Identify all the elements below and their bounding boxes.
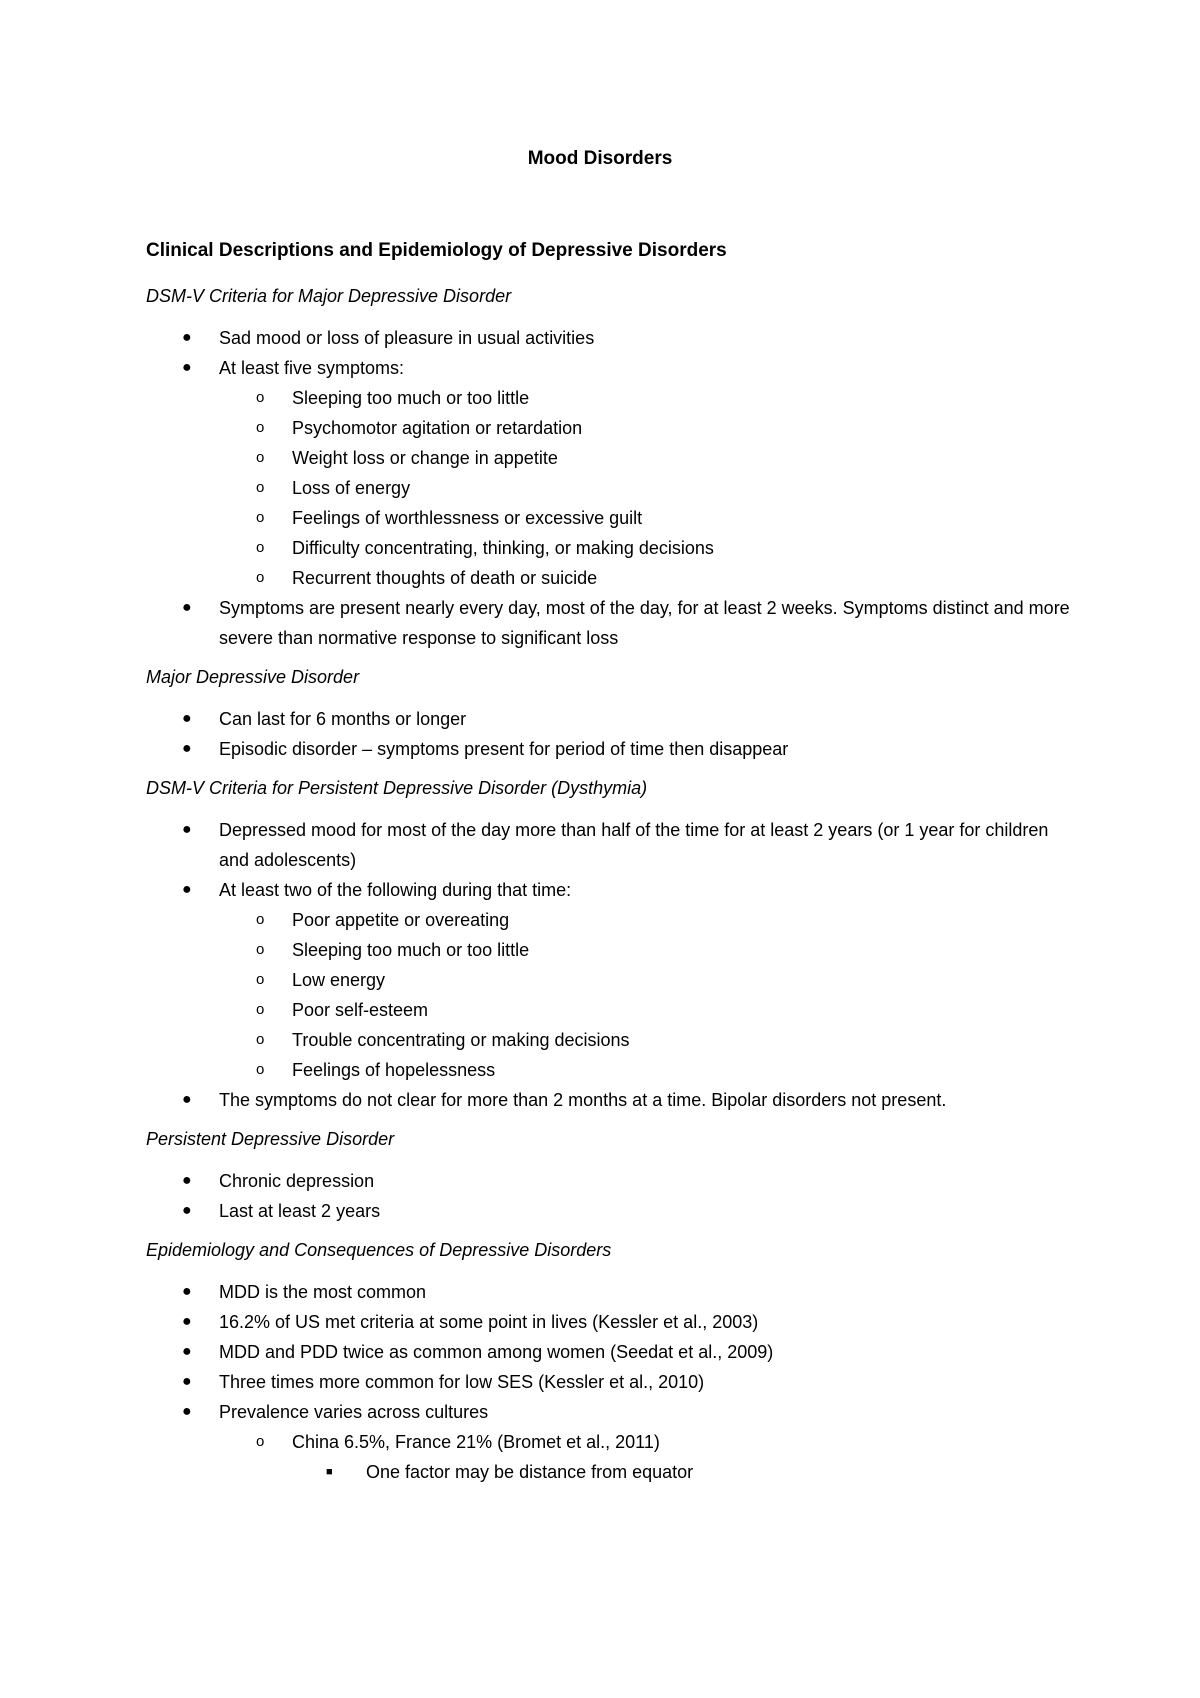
list-item: ● At least two of the following during that time: bbox=[146, 875, 1076, 905]
main-heading: Clinical Descriptions and Epidemiology of Depressive Disorders bbox=[146, 240, 727, 261]
bullet-icon: ● bbox=[182, 1172, 192, 1189]
circle-bullet-icon: o bbox=[256, 941, 265, 958]
bullet-icon: ● bbox=[182, 1403, 192, 1420]
bullet-list bbox=[146, 815, 1076, 1115]
bullet-list bbox=[146, 704, 1076, 764]
bullet-icon: ● bbox=[182, 1343, 192, 1360]
circle-bullet-icon: o bbox=[256, 971, 265, 988]
bullet-icon: ● bbox=[182, 329, 192, 346]
sub-list-item: o Sleeping too much or too little bbox=[146, 935, 1076, 965]
list-item: ● Depressed mood for most of the day more than half of the time for at least 2 years (or 1 year for children and adolescents) bbox=[146, 815, 1076, 875]
section-title: Persistent Depressive Disorder bbox=[146, 1129, 395, 1149]
bullet-icon: ● bbox=[182, 1283, 192, 1300]
circle-bullet-icon: o bbox=[256, 449, 265, 466]
circle-bullet-icon: o bbox=[256, 509, 265, 526]
sub-list-item: o Poor appetite or overeating bbox=[146, 905, 1076, 935]
sub-list-item: o Weight loss or change in appetite bbox=[146, 443, 1076, 473]
list-item: ● Episodic disorder – symptoms present for period of time then disappear bbox=[146, 734, 1076, 764]
square-bullet-icon: ■ bbox=[326, 1466, 333, 1478]
section-title: Major Depressive Disorder bbox=[146, 667, 360, 687]
bullet-icon: ● bbox=[182, 821, 192, 838]
section-title: DSM-V Criteria for Persistent Depressive Disorder (Dysthymia) bbox=[146, 778, 648, 798]
circle-bullet-icon: o bbox=[256, 419, 265, 436]
list-item: ● Chronic depression bbox=[146, 1166, 1076, 1196]
circle-bullet-icon: o bbox=[256, 1433, 265, 1450]
bullet-list bbox=[146, 1166, 1076, 1226]
section-title: Epidemiology and Consequences of Depressive Disorders bbox=[146, 1240, 612, 1260]
list-item: ● Three times more common for low SES (Kessler et al., 2010) bbox=[146, 1367, 1076, 1397]
list-item: ● Can last for 6 months or longer bbox=[146, 704, 1076, 734]
circle-bullet-icon: o bbox=[256, 1001, 265, 1018]
sub-list-item: o Feelings of worthlessness or excessive guilt bbox=[146, 503, 1076, 533]
list-item: ● Last at least 2 years bbox=[146, 1196, 1076, 1226]
circle-bullet-icon: o bbox=[256, 539, 265, 556]
list-item: ● Prevalence varies across cultures bbox=[146, 1397, 1076, 1427]
circle-bullet-icon: o bbox=[256, 479, 265, 496]
list-item: ● Sad mood or loss of pleasure in usual activities bbox=[146, 323, 1076, 353]
section-title: DSM-V Criteria for Major Depressive Disorder bbox=[146, 286, 512, 306]
sub-list-item: o Poor self-esteem bbox=[146, 995, 1076, 1025]
bullet-icon: ● bbox=[182, 1202, 192, 1219]
sub-list-item: o Sleeping too much or too little bbox=[146, 383, 1076, 413]
bullet-icon: ● bbox=[182, 1091, 192, 1108]
circle-bullet-icon: o bbox=[256, 1031, 265, 1048]
bullet-icon: ● bbox=[182, 1373, 192, 1390]
list-item: ● 16.2% of US met criteria at some point in lives (Kessler et al., 2003) bbox=[146, 1307, 1076, 1337]
bullet-list bbox=[146, 323, 1076, 653]
bullet-icon: ● bbox=[182, 740, 192, 757]
bullet-icon: ● bbox=[182, 710, 192, 727]
sub-list-item: o Difficulty concentrating, thinking, or making decisions bbox=[146, 533, 1076, 563]
bullet-icon: ● bbox=[182, 359, 192, 376]
bullet-icon: ● bbox=[182, 1313, 192, 1330]
document-body bbox=[146, 238, 1076, 1487]
list-item: ● The symptoms do not clear for more than 2 months at a time. Bipolar disorders not present. bbox=[146, 1085, 1076, 1115]
sub-list-item: o Psychomotor agitation or retardation bbox=[146, 413, 1076, 443]
sub-list-item: o Feelings of hopelessness bbox=[146, 1055, 1076, 1085]
sub-list-item: o Recurrent thoughts of death or suicide bbox=[146, 563, 1076, 593]
bullet-icon: ● bbox=[182, 599, 192, 616]
list-item: ● At least five symptoms: bbox=[146, 353, 1076, 383]
list-item: ● Symptoms are present nearly every day, most of the day, for at least 2 weeks. Symptoms distinct and more severe than normative response to significant loss bbox=[146, 593, 1076, 653]
circle-bullet-icon: o bbox=[256, 1061, 265, 1078]
list-item: ● MDD is the most common bbox=[146, 1277, 1076, 1307]
sub-sub-list-item: ■ One factor may be distance from equator bbox=[146, 1457, 1076, 1487]
list-item: ● MDD and PDD twice as common among women (Seedat et al., 2009) bbox=[146, 1337, 1076, 1367]
circle-bullet-icon: o bbox=[256, 911, 265, 928]
bullet-icon: ● bbox=[182, 881, 192, 898]
bullet-list bbox=[146, 1277, 1076, 1487]
sub-list-item: o China 6.5%, France 21% (Bromet et al., 2011) bbox=[146, 1427, 1076, 1457]
document-title: Mood Disorders bbox=[527, 148, 673, 169]
circle-bullet-icon: o bbox=[256, 389, 265, 406]
circle-bullet-icon: o bbox=[256, 569, 265, 586]
sub-list-item: o Loss of energy bbox=[146, 473, 1076, 503]
sub-list-item: o Trouble concentrating or making decisions bbox=[146, 1025, 1076, 1055]
sub-list-item: o Low energy bbox=[146, 965, 1076, 995]
